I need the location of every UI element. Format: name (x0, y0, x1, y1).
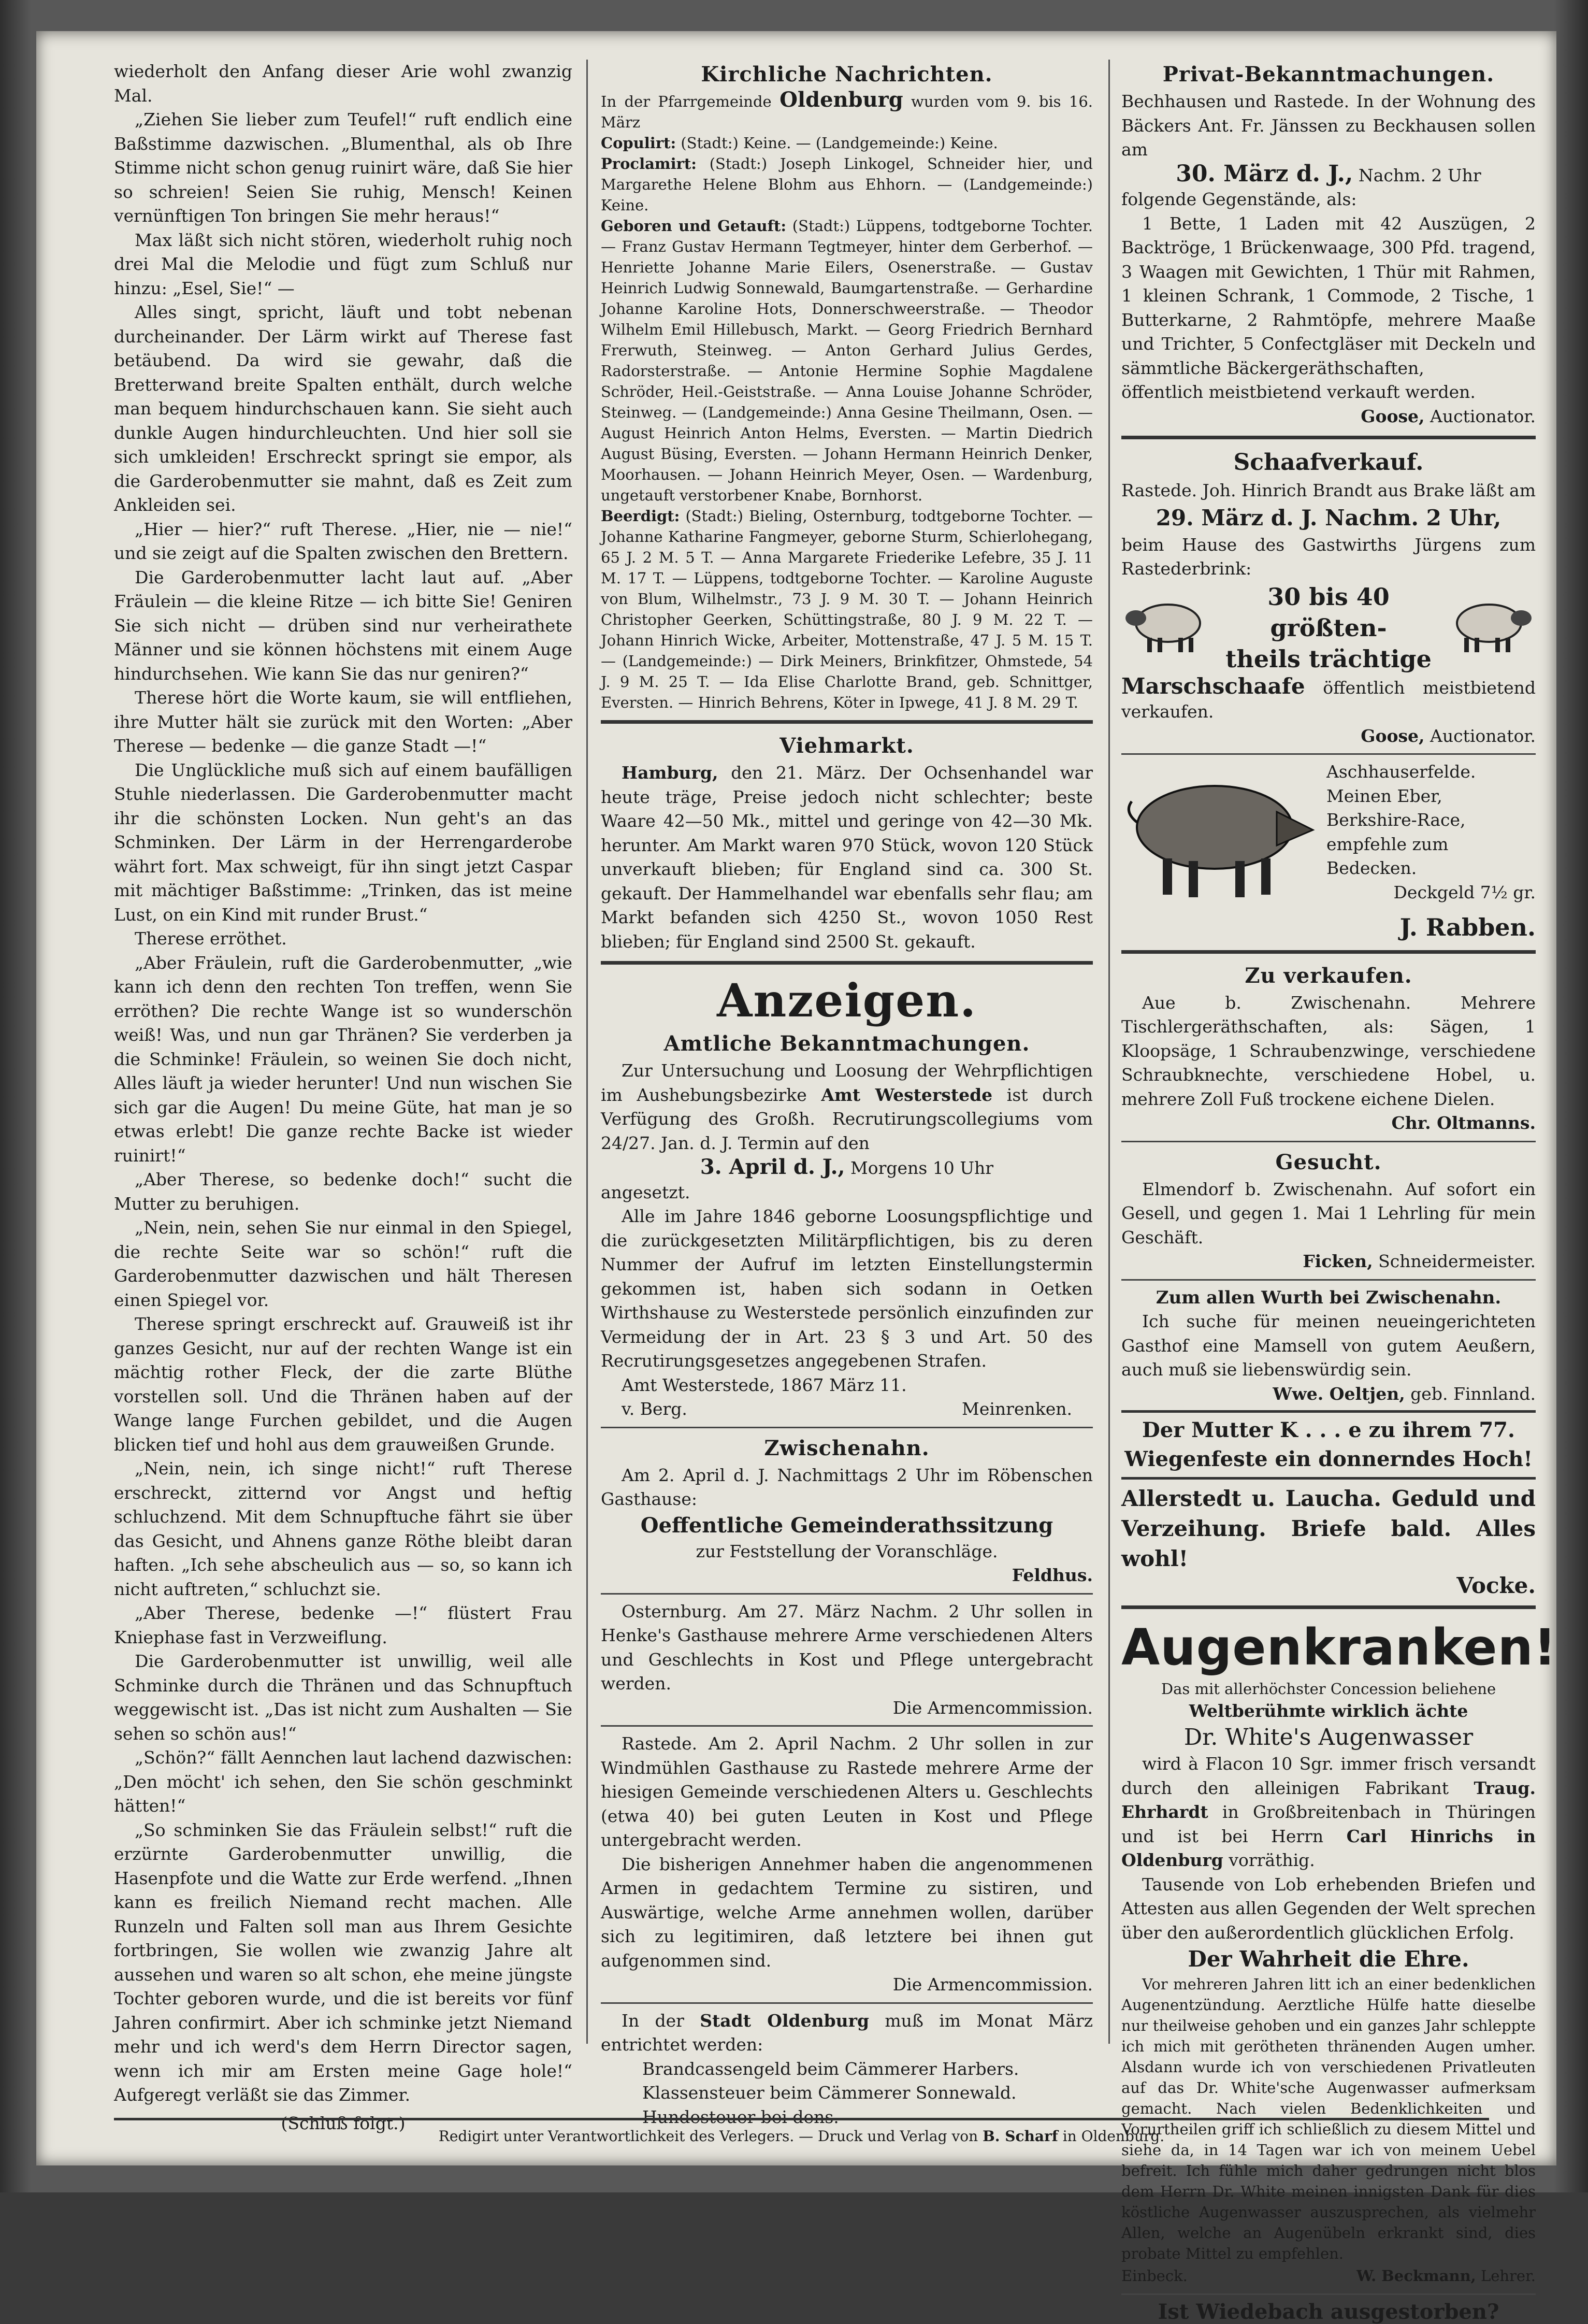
story-paragraph: Max läßt sich nicht stören, wiederholt ruhig noch drei Mal die Melodie und fügt zum Schluß nur hinzu: „Esel, Sie!“ — (114, 228, 572, 301)
wurth-signature (1121, 1382, 1536, 1407)
amtliche-district: Amt Westerstede (821, 1085, 992, 1105)
stadt-item: Brandcassengeld beim Cämmerer Harbers. (642, 2057, 1093, 2082)
zwischenahn-title: Zwischenahn. (601, 1433, 1093, 1464)
viehmarkt-place: Hamburg, (622, 763, 718, 783)
story-paragraph: „Aber Therese, bedenke —!“ flüstert Frau Kniephase fast in Verzweiflung. (114, 1601, 572, 1649)
schaaf-text-3: öffentlich meistbietend verkaufen. (1121, 678, 1536, 722)
proclamirt-text: (Stadt:) Joseph Linkogel, Schneider hier, und Margarethe Helene Blohm aus Ehhorn. — (Landgemeinde:) Keine. (601, 155, 1093, 214)
auge-product: Dr. White's Augenwasser (1121, 1723, 1536, 1752)
gesucht-title: Gesucht. (1121, 1147, 1536, 1178)
auge-signature (1121, 2264, 1536, 2288)
story-paragraph: Therese hört die Worte kaum, sie will entfliehen, ihre Mutter hält sie zurück mit den Worten: „Aber Therese — bedenke — die ganze Stadt —!“ (114, 686, 572, 758)
story-paragraph: „Schön?“ fällt Aennchen laut lachend dazwischen: „Den möcht' ich sehen, den Sie schön geschminkt hätten!“ (114, 1746, 572, 1818)
story-paragraph: wiederholt den Anfang dieser Arie wohl zwanzig Mal. (114, 60, 572, 108)
church-intro-post: wurden vom 9. bis 16. März (601, 93, 1093, 131)
story-paragraph: Alles singt, spricht, läuft und tobt nebenan durcheinander. Der Lärm wirkt auf Therese fast betäubend. Da wird sie gewahr, daß die Bretterwand breite Spalten enthält, durch welche man bequem hindurchschauen kann. Sie sieht auch dunkle Augen hindurchleuchten. Und hier soll sie sich umkleiden! Erschreckt springt sie empor, als die Garderobenmutter sie mahnt, daß es Zeit zum Ankleiden sei. (114, 300, 572, 518)
story-paragraph: „Nein, nein, ich singe nicht!“ ruft Therese erschreckt, zitternd vor Angst und heftig schluchzend. Mit dem Schnupftuche fährt sie über das Gesicht, und Ahnens ganze Röthe bleibt daran haften. „Ich sehe abscheulich aus — so, so kann ich nicht auftreten,“ schluchzt sie. (114, 1457, 572, 1601)
church-news (601, 90, 1093, 713)
story-paragraph: „Aber Fräulein, ruft die Garderobenmutter, „wie kann ich denn den rechten Ton treffen, wenn Sie erröthen? Die rechte Wange ist so wunderschön weiß! Was, und nun gar Thränen? Sie verderben ja die Schminke! Fräulein, so weinen Sie doch nicht, Alles läuft ja wieder herunter! Und nun wischen Sie sich gar die Augen! Du meine Güte, hat man je so etwas erlebt! Die ganze rechte Backe ist wieder ruinirt!“ (114, 951, 572, 1168)
feldhus-signature: Feldhus. (1012, 1565, 1093, 1585)
oeltjen-signature: Wwe. Oeltjen, (1273, 1384, 1405, 1404)
private-items: 1 Bette, 1 Laden mit 42 Auszügen, 2 Backtröge, 1 Brückenwaage, 300 Pfd. tragend, 3 Waagen mit Gewichten, 1 Thür mit Rahmen, 1 kleinen Schrank, 1 Commode, 2 Tische, 1 Butterkarne, 2 Rahmtöpfe, mehrere Maaße und Trichter, 5 Confectgläser mit Deckeln und sämmtliche Bäckergeräthschaften, (1121, 212, 1536, 381)
boar-fee: Deckgeld 7½ gr. (1326, 881, 1536, 905)
zu-verkaufen-signature (1121, 1111, 1536, 1136)
stadt-item: Klassensteuer beim Cämmerer Sonnewald. (642, 2081, 1093, 2105)
divider (1121, 1605, 1536, 1609)
column-rule-1 (586, 60, 588, 2044)
schaaf-text: Rastede. Joh. Hinrich Brandt aus Brake läßt am (1121, 479, 1536, 503)
zwischenahn-text-2: zur Feststellung der Voranschläge. (601, 1540, 1093, 1564)
signature-meinrenken: Meinrenken. (962, 1397, 1072, 1422)
stadt-notice (601, 2009, 1093, 2057)
oltmanns-signature: Chr. Oltmanns. (1392, 1113, 1536, 1133)
marsch-sheep: Marschschaafe (1121, 673, 1305, 699)
zwischenahn-signature (601, 1563, 1093, 1588)
amtliche-text-3: angesetzt. (601, 1181, 1093, 1205)
sheep-pregnant: theils trächtige (1209, 643, 1448, 675)
allerstedt-line: Allerstedt u. Laucha. Geduld und Verzeihung. Briefe bald. Alles wohl! (1121, 1484, 1536, 1574)
oeltjen-rest: geb. Finnland. (1410, 1384, 1536, 1404)
church-city: Oldenburg (779, 88, 903, 112)
divider (601, 1593, 1093, 1595)
divider (601, 1427, 1093, 1428)
gesucht-text: Elmendorf b. Zwischenahn. Auf sofort ein Gesell, und gegen 1. Mai 1 Lehrling für mein Geschäft. (1121, 1178, 1536, 1250)
story-paragraph: Die Unglückliche muß sich auf einem baufälligen Stuhle niederlassen. Die Garderobenmutter macht ihr die schönsten Locken. Nun geht's an das Schminken. Der Lärm in der Herrengarderobe währt fort. Max schweigt, für ihn singt jetzt Caspar mit mächtiger Baßstimme: „Trinken, das ist meine Lust, on ein Kind mit runder Brust.“ (114, 758, 572, 927)
stadt-item: Hundesteuer bei dens. (642, 2105, 1093, 2130)
auge-text-6: Tausende von Lob erhebenden Briefen und Attesten aus allen Gegenden der Welt sprechen über den außerordentlich glücklichen Erfolg. (1121, 1873, 1536, 1945)
boar-text: Aschhauserfelde. Meinen Eber, Berkshire-Race, empfehle zum Bedecken. (1326, 760, 1536, 881)
wiedebach-line: Ist Wiedebach ausgestorben? (1121, 2300, 1536, 2324)
story-paragraph: Die Garderobenmutter ist unwillig, weil alle Schminke durch die Thränen und das Schnupftuch weggewischt ist. „Das ist nicht zum Aushalten — Sie sehen so schön aus!“ (114, 1649, 572, 1746)
story-paragraph: „Nein, nein, sehen Sie nur einmal in den Spiegel, die rechte Seite war so schön!“ ruft die Garderobenmutter dazwischen und hält Theresen einen Spiegel vor. (114, 1216, 572, 1312)
rastede-notice: Rastede. Am 2. April Nachm. 2 Uhr sollen in zur Windmühlen Gasthause zu Rastede mehrere Arme der hiesigen Gemeinde verschiedenen Alters u. Geschlechts (etwa 40) bei guten Leuten in Kost und Pflege untergebracht werden. (601, 1732, 1093, 1853)
allerstedt-signature: Vocke. (1121, 1574, 1536, 1598)
private-date-line (1121, 162, 1536, 188)
sheep-icon (1448, 593, 1536, 662)
zu-verkaufen-title: Zu verkaufen. (1121, 961, 1536, 991)
ficken-role: Schneidermeister. (1378, 1251, 1536, 1271)
osternburg-signature: Die Armencommission. (601, 1696, 1093, 1720)
rastede-signature: Die Armencommission. (601, 1973, 1093, 1997)
amtliche-time: Morgens 10 Uhr (850, 1158, 993, 1178)
auge-maker: Traug. Ehrhardt (1121, 1778, 1536, 1823)
zwischenahn-text: Am 2. April d. J. Nachmittags 2 Uhr im Röbenschen Gasthause: (601, 1464, 1093, 1512)
divider (1121, 950, 1536, 954)
story-paragraph: Therese springt erschreckt auf. Grauweiß ist ihr ganzes Gesicht, nur auf der rechten Wange ist ein mächtig rother Fleck, der die zarte Blüthe vorstellen soll. Und die Thränen haben auf der Wange lange Furchen gebildet, und die Augen blicken tief und hohl aus dem grauweißen Grunde. (114, 1312, 572, 1457)
zwischenahn-event: Oeffentliche Gemeinderathssitzung (601, 1512, 1093, 1540)
schaaf-date: 29. März d. J. Nachm. 2 Uhr, (1121, 503, 1536, 533)
auge-text-5: vorräthig. (1229, 1850, 1315, 1870)
feuilleton-column (114, 60, 572, 2098)
story-paragraph: „So schminken Sie das Fräulein selbst!“ ruft die erzürnte Garderobenmutter unwillig, die Hasenpfote und die Watte zur Erde werfend. „Ihnen kann es freilich Niemand recht machen. Alle Runzeln und Falten soll man aus Ihrem Gesichte fortbringen, Sie wollen wie zwanzig Jahre alt aussehen und waren so alt schon, ehe meine jüngste Tochter geboren wurde, und die ist bereits vor fünf Jahren confirmirt. Aber ich schminke jetzt Niemand mehr und ich werd's dem Herrn Director sagen, wenn ich mir am Ersten meine Gage hole!“ Aufgeregt verläßt sie das Zimmer. (114, 1818, 572, 2107)
signature-berg: v. Berg. (622, 1397, 687, 1422)
auge-text-4: in Großbreitenbach in Thüringen und ist bei Herrn (1121, 1802, 1536, 1846)
private-notice-text: Bechhausen und Rastede. In der Wohnung des Bäckers Ant. Fr. Jänssen zu Beckhausen sollen am (1121, 90, 1536, 162)
stadt-city: Stadt Oldenburg (700, 2011, 869, 2031)
viehmarkt-text: den 21. März. Der Ochsenhandel war heute träge, Preise jedoch nicht schlechter; beste Waare 42—50 Mk., mittel und geringe von 42—30 Mk. herunter. Am Markt waren 970 Stück, wovon 120 Stück unverkauft blieben; für England sind ca. 300 St. gekauft. Der Hammelhandel war ebenfalls sehr flau; am Markt befanden sich 4250 St., wovon 1050 Rest blieben; für England sind 2500 St. gekauft. (601, 763, 1093, 952)
private-signature (1121, 405, 1536, 429)
copulirt-label: Copulirt: (601, 134, 676, 152)
beckmann-signature: W. Beckmann, (1356, 2267, 1476, 2285)
imprint-footer (114, 2118, 1489, 2145)
boar-text-block (1326, 760, 1536, 905)
divider (1121, 436, 1536, 439)
amtliche-title: Amtliche Bekanntmachungen. (601, 1029, 1093, 1059)
viehmarkt-report (601, 761, 1093, 954)
divider (1121, 753, 1536, 755)
church-news-title: Kirchliche Nachrichten. (601, 60, 1093, 90)
sheep-icon (1121, 593, 1209, 662)
schaafverkauf-title: Schaafverkauf. (1121, 447, 1536, 479)
divider (1121, 1279, 1536, 1281)
column-rule-2 (1108, 60, 1110, 2044)
divider (1121, 2293, 1536, 2295)
beerdigt-text: (Stadt:) Bieling, Osternburg, todtgeborne Tochter. — Johanne Katharine Fangmeyer, geborne Sturm, Schierlohegang, 65 J. 2 M. 5 T. — Anna Margarete Friederike Lefebre, 35 J. 11 M. 17 T. — Lüppens, todtgeborne Tochter. — Karoline Auguste von Blum, Wilhelmstr., 73 J. 9 M. 30 T. — Johann Heinrich Christopher Geerken, Schüttingstraße, 80 J. 9 M. 22 T. — Johann Hinrich Wicke, Arbeiter, Mottenstraße, 47 J. 5 M. 15 T. — (Landgemeinde:) — Dirk Meiners, Brinkfitzer, Ohmstede, 54 J. 9 M. 25 T. — Ida Elise Charlotte Brand, geb. Schnittger, Eversten. — Hinrich Behrens, Köter in Ipwege, 41 J. 8 M. 29 T. (601, 507, 1093, 711)
to-be-continued: (Schluß folgt.) (114, 2112, 572, 2136)
goose-role: Auctionator. (1430, 726, 1536, 746)
newspaper-page (36, 31, 1556, 2165)
osternburg-notice: Osternburg. Am 27. März Nachm. 2 Uhr sollen in Henke's Gasthause mehrere Arme verschiedenen Alters und Geschlechts in Kost und Pflege untergebracht werden. (601, 1600, 1093, 1696)
amtliche-text-4: Alle im Jahre 1846 geborne Loosungspflichtige und die zurückgesetzten Militärpflichtigen, bis zu deren Nummer der Aufruf im letzten Einstellungstermin gekommen ist, haben sich sodann in Oetken Wirthshause zu Westerstede persönlich einzufinden zur Vermeidung der in Art. 23 § 3 und Art. 50 des Recrutirungsgesetzes angegebenen Strafen. (601, 1204, 1093, 1373)
divider (601, 1725, 1093, 1727)
stadt-post: muß im Monat März entrichtet werden: (601, 2011, 1093, 2055)
viehmarkt-title: Viehmarkt. (601, 731, 1093, 761)
amtliche-text-2: ist durch Verfügung des Großh. Recrutirungscollegiums vom 24/27. Jan. d. J. Termin auf den (601, 1085, 1093, 1153)
story-paragraph: Therese erröthet. (114, 927, 572, 951)
private-text-2: folgende Gegenstände, als: (1121, 188, 1536, 212)
auge-text-1: Das mit allerhöchster Concession beliehene (1121, 1679, 1536, 1699)
zu-verkaufen-text: Aue b. Zwischenahn. Mehrere Tischlergeräthschaften, als: Sägen, 1 Kloopsäge, 1 Schraubenzwinge, verschiedene Schraubknechte, verschiedene Hobel, u. mehrere Zoll Fuß trockene eichene Dielen. (1121, 991, 1536, 1112)
goose-signature: Goose, (1361, 406, 1424, 426)
augenkranken-title: Augenkranken! (1121, 1616, 1536, 1679)
private-date: 30. März d. J., (1176, 161, 1353, 187)
auge-order (1121, 1752, 1536, 1873)
auge-testimonial: Vor mehreren Jahren litt ich an einer bedenklichen Augenentzündung. Aerztliche Hülfe hatte dieselbe nur theilweise gehoben und ein ganzes Jahr schleppte ich mich mit gerötheten thränenden Augen umher. Alsdann wurde ich von verschiedenen Privatleuten auf das Dr. White'sche Augenwasser aufmerksam gemacht. Nach vielen Bedenklichkeiten und Vorurtheilen griff ich schließlich zu diesem Mittel und siehe da, in 14 Tagen war ich von meinem Uebel befreit. Ich fühle mich daher gedrungen nicht blos dem Herrn Dr. White meinen innigsten Dank für dies köstliche Augenwasser auszusprechen, als vielmehr Allen, welche an Augenübeln erkrankt sind, dies probate Mittel zu empfehlen. (1121, 1974, 1536, 2264)
birthday-line: Der Mutter K . . . e zu ihrem 77. Wiegenfeste ein donnerndes Hoch! (1121, 1416, 1536, 1474)
auge-place: Einbeck. (1121, 2264, 1188, 2288)
story-paragraph: „Ziehen Sie lieber zum Teufel!“ ruft endlich eine Baßstimme dazwischen. „Blumenthal, als ob Ihre Stimme nicht schon genug ruinirt wäre, daß Sie hier so schreien! Seien Sie ruhig, Mensch! Keinen vernünftigen Ton bringen Sie mehr heraus!“ (114, 108, 572, 228)
ficken-signature: Ficken, (1303, 1251, 1373, 1271)
sheep-row (1121, 581, 1536, 675)
schaaf-text-2: beim Hause des Gastwirths Jürgens zum Rastederbrink: (1121, 533, 1536, 581)
story-paragraph: „Aber Therese, so bedenke doch!“ sucht die Mutter zu beruhigen. (114, 1168, 572, 1216)
right-column (1121, 60, 1536, 2098)
anzeigen-title: Anzeigen. (601, 972, 1093, 1029)
auge-text-2: Weltberühmte wirklich ächte (1121, 1699, 1536, 1724)
amtliche-date-line (601, 1155, 1093, 1181)
copulirt-text: (Stadt:) Keine. — (Landgemeinde:) Keine. (681, 134, 998, 152)
rastede-notice-2: Die bisherigen Annehmer haben die angenommenen Armen in gedachtem Termine zu sistiren, und Auswärtige, welche Arme annehmen wollen, darüber sich zu legitimiren, daß letztere bei ihnen gut aufgenommen sind. (601, 1853, 1093, 1973)
private-time: Nachm. 2 Uhr (1359, 165, 1481, 185)
wurth-text: Ich suche für meinen neueingerichteten Gasthof eine Mamsell von gutem Aeußern, auch muß sie liebenswürdig sein. (1121, 1310, 1536, 1382)
birthday-greeting (1121, 1410, 1536, 1480)
divider (601, 2002, 1093, 2004)
gesucht-signature (1121, 1250, 1536, 1274)
beckmann-role: Lehrer. (1481, 2267, 1536, 2285)
story-paragraph: „Hier — hier?“ ruft Therese. „Hier, nie — nie!“ und sie zeigt auf die Spalten zwischen den Brettern. (114, 518, 572, 566)
goose-signature: Goose, (1361, 726, 1424, 746)
story-text (114, 60, 572, 2107)
imprint-post: in Oldenburg. (1063, 2128, 1165, 2145)
geboren-text: (Stadt:) Lüppens, todtgeborne Tochter. — Franz Gustav Hermann Tegtmeyer, hinter dem Gerberhof. — Henriette Johanne Marie Eilers, Osenerstraße. — Gustav Heinrich Ludwig Sonnewald, Baumgartenstraße. — Gerhardine Johanne Karoline Hots, Donnerschweerstraße. — Theodor Wilhelm Emil Hillebusch, Markt. — Georg Friedrich Bernhard Frerwuth, Steinweg. — Anton Gerhard Julius Gerdes, Radorsterstraße. — Antonie Hermine Sophie Magdalene Schröder, Heil.-Geiststraße. — Anna Louise Johanne Schröder, Steinweg. — (Landgemeinde:) Anna Gesine Theilmann, Osen. — August Heinrich Anton Helms, Eversten. — Martin Diedrich August Büsing, Eversten. — Johann Hermann Heinrich Denker, Moorhausen. — Johann Heinrich Meyer, Osen. — Wardenburg, ungetauft verstorbener Knabe, Bornhorst. (601, 217, 1093, 504)
middle-column (601, 60, 1093, 2098)
amtliche-text-1: Zur Untersuchung und Loosung der Wehrpflichtigen im Aushebungsbezirke (601, 1060, 1093, 1105)
divider (601, 720, 1093, 724)
amtliche-place-date: Amt Westerstede, 1867 März 11. (601, 1373, 1093, 1398)
private-text-3: öffentlich meistbietend verkauft werden. (1121, 380, 1536, 405)
geboren-label: Geboren und Getauft: (601, 217, 786, 235)
goose-role: Auctionator. (1430, 406, 1536, 426)
auge-text-3: wird à Flacon 10 Sgr. immer frisch versandt durch den alleinigen Fabrikant (1121, 1754, 1536, 1798)
stadt-pre: In der (622, 2011, 684, 2031)
amtliche-notice (601, 1059, 1093, 1155)
auge-dealer: Carl Hinrichs in Oldenburg (1121, 1826, 1536, 1871)
sheep-headline (1209, 581, 1448, 675)
divider (1121, 1141, 1536, 1142)
imprint-pre: Redigirt unter Verantwortlichkeit des Verlegers. — Druck und Verlag von (439, 2128, 978, 2145)
boar-notice (1121, 760, 1536, 912)
story-paragraph: Die Garderobenmutter lacht laut auf. „Aber Fräulein — die kleine Ritze — ich bitte Sie! Geniren Sie sich nicht — drüben sind nur verheirathete Männer und sie können höchstens mit einem Auge hindurchsehen. Wie kann Sie das nur geniren?“ (114, 566, 572, 686)
auge-truth: Der Wahrheit die Ehre. (1121, 1945, 1536, 1974)
amtliche-date: 3. April d. J., (700, 1155, 845, 1179)
private-notices-title: Privat-Bekanntmachungen. (1121, 60, 1536, 90)
church-intro: In der Pfarrgemeinde (601, 93, 772, 110)
divider (601, 961, 1093, 965)
beerdigt-label: Beerdigt: (601, 507, 680, 525)
publisher-name: B. Scharf (983, 2128, 1058, 2145)
amtliche-signatures (601, 1397, 1093, 1422)
wurth-title: Zum allen Wurth bei Zwischenahn. (1121, 1286, 1536, 1310)
proclamirt-label: Proclamirt: (601, 155, 697, 173)
sheep-count: 30 bis 40 größten- (1209, 581, 1448, 643)
boar-icon (1121, 760, 1318, 912)
boar-signature: J. Rabben. (1121, 912, 1536, 943)
schaaf-signature (1121, 724, 1536, 749)
marsch-line (1121, 675, 1536, 724)
